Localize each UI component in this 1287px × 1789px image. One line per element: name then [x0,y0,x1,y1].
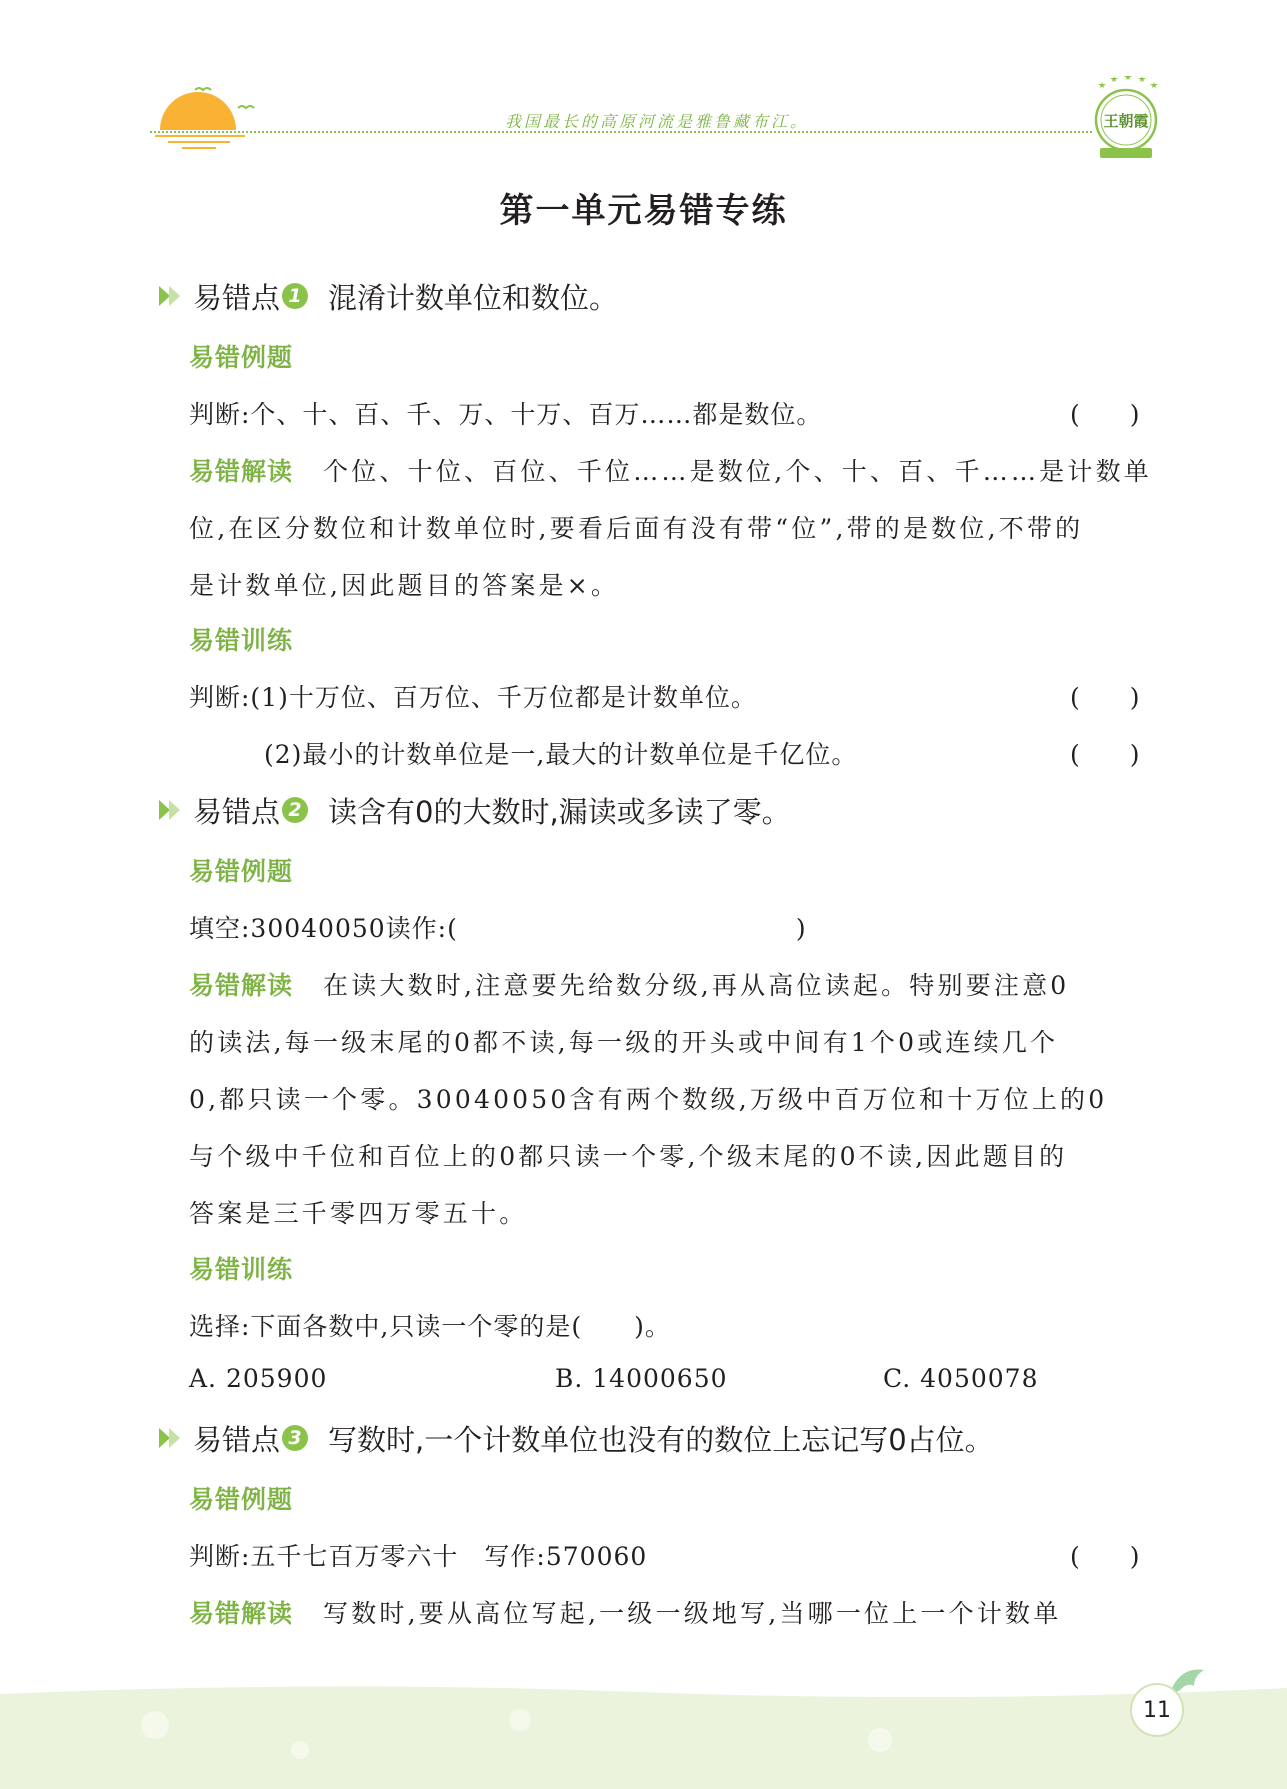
training-question: (2)最小的计数单位是一,最大的计数单位是千亿位。 [264,740,858,769]
error-point-1-heading [157,274,618,318]
error-point-number-badge: 1 [282,283,308,309]
error-point-label: 易错点 [193,794,281,829]
analysis-line: 易错解读 写数时,要从高位写起,一级一级地写,当哪一位上一个计数单 [189,1599,1062,1628]
training-heading: 易错训练 [189,1255,294,1284]
option-b: B. 14000650 [555,1364,728,1393]
answer-blank: ( ) [1070,683,1140,712]
double-arrow-icon [157,283,183,309]
page-number: 11 [1130,1683,1184,1737]
double-arrow-icon [157,797,183,823]
example-heading: 易错例题 [189,343,294,372]
example-question: 判断:个、十、百、千、万、十万、百万……都是数位。 [189,400,823,429]
error-point-number-badge: 2 [282,797,308,823]
analysis-line: 答案是三千零四万零五十。 [189,1199,528,1228]
double-arrow-icon [157,1425,183,1451]
option-c: C. 4050078 [883,1364,1039,1393]
analysis-line: 易错解读 个位、十位、百位、千位……是数位,个、十、百、千……是计数单 [189,457,1152,486]
error-point-number-badge: 3 [282,1425,308,1451]
page-title: 第一单元易错专练 [499,191,788,231]
analysis-heading: 易错解读 [189,457,294,486]
analysis-line: 位,在区分数位和计数单位时,要看后面有没有带“位”,带的是数位,不带的 [189,514,1084,543]
analysis-line: 0,都只读一个零。30040050含有两个数级,万级中百万位和十万位上的0 [189,1085,1108,1114]
error-point-title: 写数时,一个计数单位也没有的数位上忘记写0占位。 [328,1422,994,1457]
training-question: 判断:(1)十万位、百万位、千万位都是计数单位。 [189,683,757,712]
error-point-label: 易错点 [193,280,281,315]
answer-blank: ( ) [1070,1542,1140,1571]
error-point-3-heading [157,1416,994,1460]
training-question: 选择:下面各数中,只读一个零的是( )。 [189,1312,671,1341]
analysis-line: 的读法,每一级末尾的0都不读,每一级的开头或中间有1个0或连续几个 [189,1028,1059,1057]
error-point-label: 易错点 [193,1422,281,1457]
header-motto: 我国最长的高原河流是雅鲁藏布江。 [505,112,810,131]
answer-blank: ( ) [1070,400,1140,429]
analysis-line: 与个级中千位和百位上的0都只读一个零,个级末尾的0不读,因此题目的 [189,1142,1068,1171]
analysis-line: 是计数单位,因此题目的答案是×。 [189,571,620,600]
brand-logo [1086,76,1166,162]
error-point-2-heading [157,788,791,832]
analysis-heading: 易错解读 [189,1599,294,1628]
analysis-heading: 易错解读 [189,971,294,1000]
error-point-title: 混淆计数单位和数位。 [328,280,619,315]
analysis-line: 易错解读 在读大数时,注意要先给数分级,再从高位读起。特别要注意0 [189,971,1070,1000]
sunset-icon [150,78,260,150]
svg-text:王朝霞: 王朝霞 [1103,112,1149,130]
option-a: A. 205900 [189,1364,328,1393]
training-heading: 易错训练 [189,626,294,655]
answer-blank: ( ) [1070,740,1140,769]
error-point-title: 读含有0的大数时,漏读或多读了零。 [328,794,791,829]
example-question: 填空:30040050读作:( ) [189,914,807,943]
example-heading: 易错例题 [189,857,294,886]
example-heading: 易错例题 [189,1485,294,1514]
example-question: 判断:五千七百万零六十 写作:570060 [189,1542,648,1571]
footer-wave [0,1680,1287,1789]
